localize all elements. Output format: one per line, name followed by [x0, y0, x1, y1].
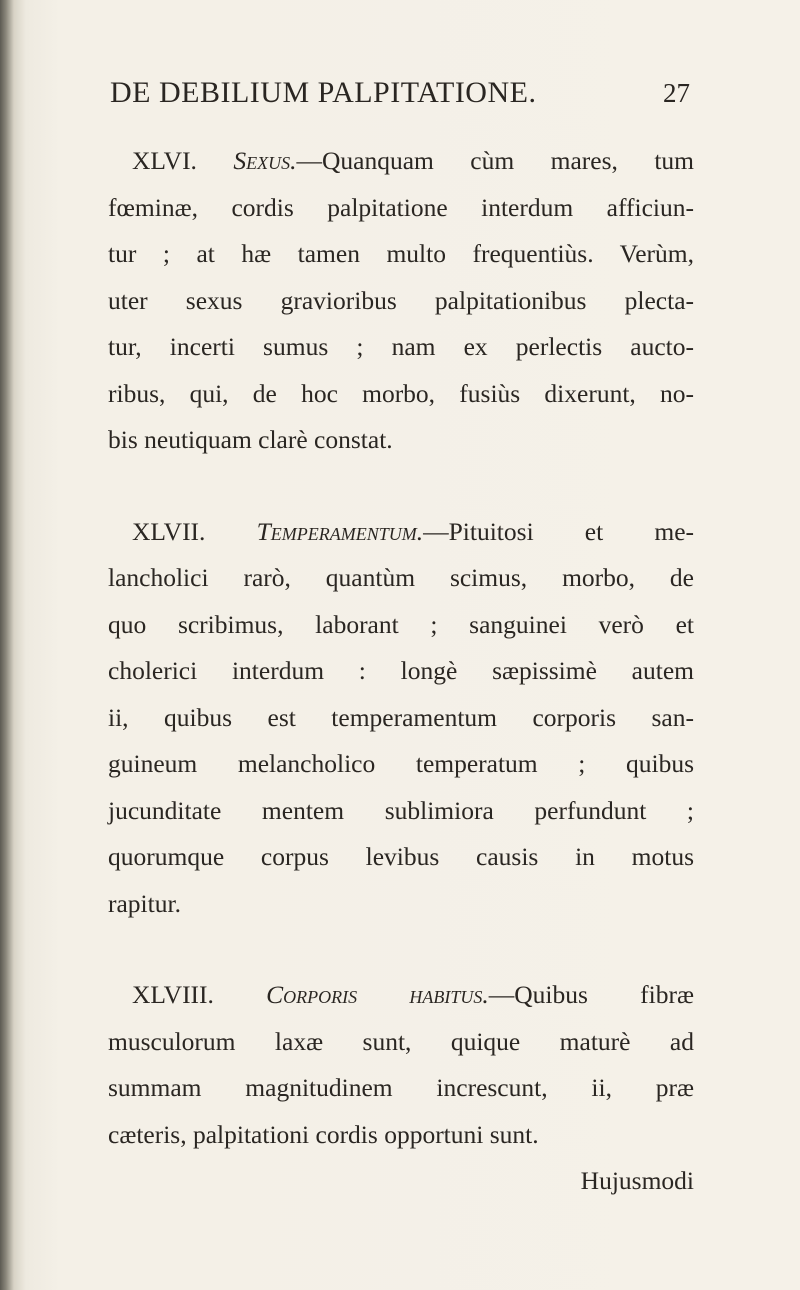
text-line: musculorum laxæ sunt, quique maturè ad [108, 1026, 694, 1056]
section-number: XLVI. [132, 146, 197, 175]
line-text: —Pituitosi et me- [423, 516, 695, 546]
text-line: ribus, qui, de hoc morbo, fusiùs dixerunt, no- [108, 378, 694, 408]
section-title: Temperamentum. [256, 516, 424, 546]
text-line: cholerici interdum : longè sæpissimè autem [108, 656, 694, 685]
text-line: jucunditate mentem sublimiora perfundunt ; [108, 795, 694, 825]
text-line: tur, incerti sumus ; nam ex perlectis aucto- [108, 332, 694, 361]
section-xlvi [108, 138, 694, 464]
paragraph-gap [108, 464, 694, 509]
text-line: fœminæ, cordis palpitatione interdum afficiun- [108, 192, 694, 222]
page-header [110, 76, 690, 116]
section-number: XLVIII. [132, 980, 214, 1009]
text-line: rapitur. [108, 888, 181, 918]
section-title: Sexus. [233, 146, 297, 175]
running-head: DE DEBILIUM PALPITATIONE. [110, 76, 537, 109]
text-line [108, 972, 694, 1019]
text-line: uter sexus gravioribus palpitationibus plecta- [108, 285, 694, 315]
text-line: quorumque corpus levibus causis in motus [108, 842, 694, 871]
text-line: summam magnitudinem increscunt, ii, præ [108, 1073, 694, 1102]
line-text: —Quibus fibræ [488, 980, 695, 1009]
section-number: XLVII. [132, 516, 206, 546]
section-title: Corporis habitus. [266, 980, 489, 1009]
text-line: lancholici rarò, quantùm scimus, morbo, de [108, 563, 694, 592]
text-line: tur ; at hæ tamen multo frequentiùs. Verùm, [108, 239, 694, 268]
text-line: ii, quibus est temperamentum corporis san- [108, 702, 694, 732]
text-line: quo scribimus, laborant ; sanguinei verò et [108, 609, 694, 639]
text-line: bis neutiquam clarè constat. [108, 425, 393, 454]
page-number: 27 [663, 78, 690, 108]
text-line: guineum melancholico temperatum ; quibus [108, 749, 694, 778]
body-text [108, 138, 694, 1205]
section-xlviii [108, 972, 694, 1205]
paragraph-gap [108, 927, 694, 972]
text-line: cæteris, palpitationi cordis opportuni sunt. [108, 1119, 539, 1149]
catchword: Hujusmodi [580, 1166, 694, 1195]
text-line [108, 509, 694, 556]
text-line [108, 138, 694, 185]
section-xlvii [108, 509, 694, 928]
line-text: —Quanquam cùm mares, tum [296, 146, 694, 175]
